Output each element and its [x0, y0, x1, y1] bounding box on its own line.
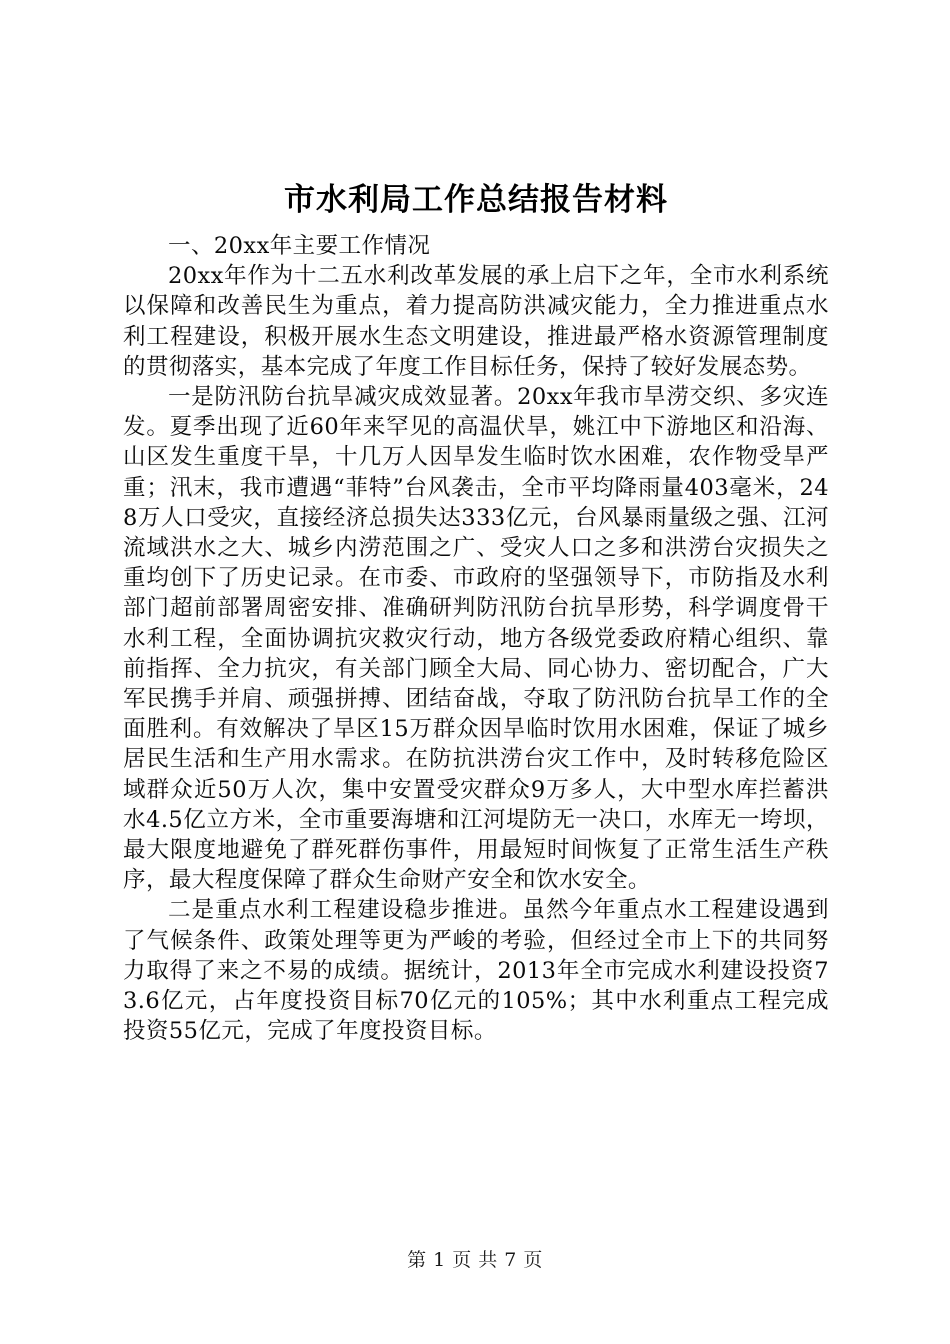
document-body	[123, 178, 829, 1046]
flood-drought-paragraph: 一是防汛防台抗旱减灾成效显著。20xx年我市旱涝交织、多灾连发。夏季出现了近60年来罕见的高温伏旱，姚江中下游地区和沿海、山区发生重度干旱，十几万人因旱发生临时饮水困难，农作物受旱严重；汛末，我市遭遇“菲特”台风袭击，全市平均降雨量403毫米，248万人口受灾，直接经济总损失达333亿元，台风暴雨量级之强、江河流域洪水之大、城乡内涝范围之广、受灾人口之多和洪涝台灾损失之重均创下了历史记录。在市委、市政府的坚强领导下，市防指及水利部门超前部署周密安排、准确研判防汛防台抗旱形势，科学调度骨干水利工程，全面协调抗灾救灾行动，地方各级党委政府精心组织、靠前指挥、全力抗灾，有关部门顾全大局、同心协力、密切配合，广大军民携手并肩、顽强拼搏、团结奋战，夺取了防汛防台抗旱工作的全面胜利。有效解决了旱区15万群众因旱临时饮用水困难，保证了城乡居民生活和生产用水需求。在防抗洪涝台灾工作中，及时转移危险区域群众近50万人次，集中安置受灾群众9万多人，大中型水库拦蓄洪水4.5亿立方米，全市重要海塘和江河堤防无一决口，水库无一垮坝，最大限度地避免了群死群伤事件，用最短时间恢复了正常生活生产秩序，最大程度保障了群众生命财产安全和饮水安全。	[123, 384, 829, 894]
page-footer: 第 1 页 共 7 页	[407, 1249, 543, 1271]
section-heading-paragraph: 一、20xx年主要工作情况	[168, 233, 431, 259]
key-projects-paragraph: 二是重点水利工程建设稳步推进。虽然今年重点水工程建设遇到了气候条件、政策处理等更为严峻的考验，但经过全市上下的共同努力取得了来之不易的成绩。据统计，2013年全市完成水利建设投资73.6亿元，占年度投资目标70亿元的105%；其中水利重点工程完成投资55亿元，完成了年度投资目标。	[123, 897, 829, 1045]
page-title: 市水利局工作总结报告材料	[284, 182, 668, 218]
overview-paragraph: 20xx年作为十二五水利改革发展的承上启下之年，全市水利系统以保障和改善民生为重点，着力提高防洪减灾能力，全力推进重点水利工程建设，积极开展水生态文明建设，推进最严格水资源管理制度的贯彻落实，基本完成了年度工作目标任务，保持了较好发展态势。	[123, 263, 829, 380]
